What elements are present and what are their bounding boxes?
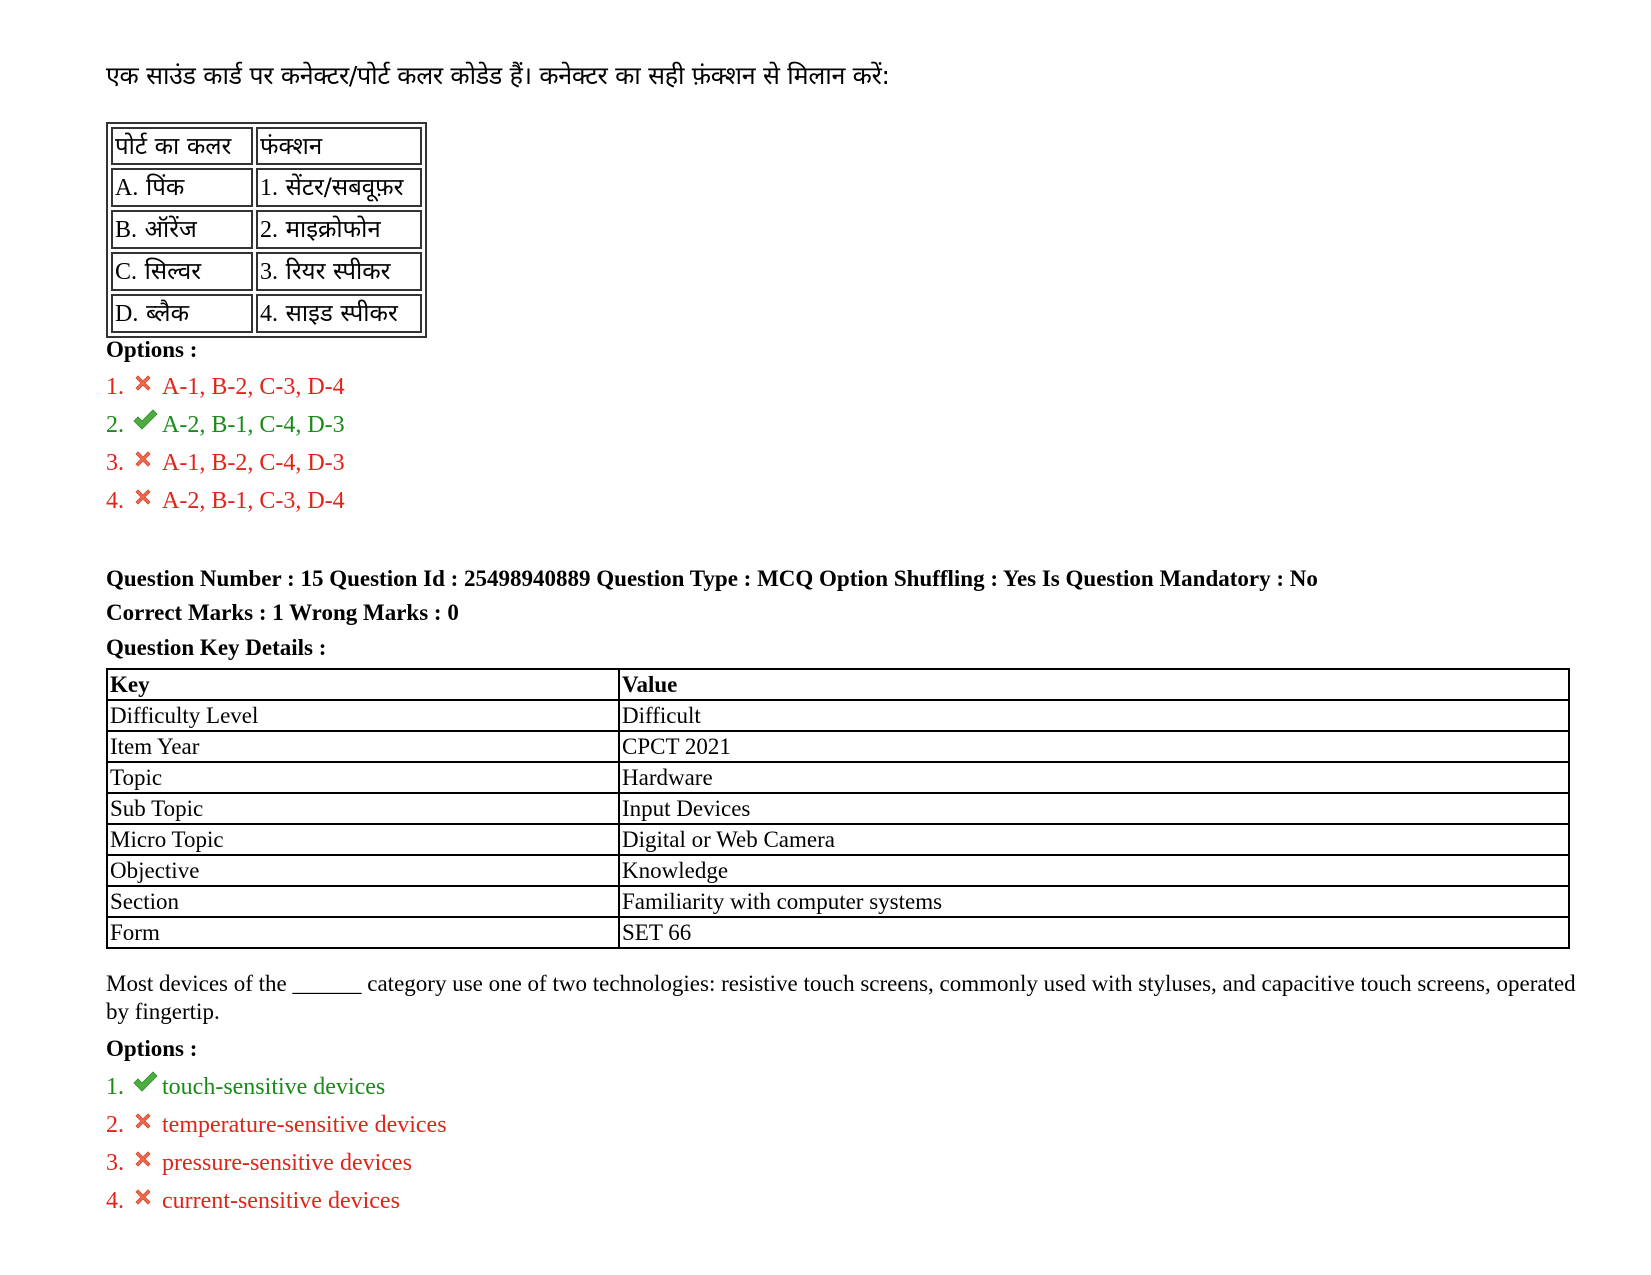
key-cell: Item Year xyxy=(107,731,619,762)
match-right-prefix: 4. xyxy=(260,301,278,327)
match-header-right: फंक्शन xyxy=(256,127,422,165)
prev-question-text: एक साउंड कार्ड पर कनेक्टर/पोर्ट कलर कोडेड हैं। कनेक्टर का सही फ़ंक्शन से मिलान करें: xyxy=(106,61,890,90)
match-right-value: साइड स्पीकर xyxy=(285,299,398,327)
option-item[interactable] xyxy=(106,368,345,406)
key-header: Key xyxy=(107,669,619,700)
value-cell: Familiarity with computer systems xyxy=(619,886,1569,917)
cross-icon xyxy=(132,368,158,394)
table-row xyxy=(107,793,1569,824)
match-left-cell xyxy=(111,252,253,291)
option-number: 4. xyxy=(106,488,124,514)
prev-options-label: Options : xyxy=(106,337,198,362)
match-left-prefix: D. xyxy=(115,301,139,327)
key-cell: Difficulty Level xyxy=(107,700,619,731)
key-cell: Topic xyxy=(107,762,619,793)
option-text: temperature-sensitive devices xyxy=(162,1112,447,1138)
option-item[interactable] xyxy=(106,482,345,520)
match-table-row xyxy=(111,168,422,207)
check-icon xyxy=(132,406,158,432)
cross-icon xyxy=(132,1144,158,1170)
option-text: A-1, B-2, C-4, D-3 xyxy=(162,450,345,476)
value-cell: Difficult xyxy=(619,700,1569,731)
option-text: A-2, B-1, C-4, D-3 xyxy=(162,412,345,438)
value-header: Value xyxy=(619,669,1569,700)
key-cell: Sub Topic xyxy=(107,793,619,824)
match-left-value: ऑरेंज xyxy=(144,215,197,243)
match-right-prefix: 2. xyxy=(260,217,278,243)
option-text: A-2, B-1, C-3, D-4 xyxy=(162,488,345,514)
cross-icon xyxy=(132,1182,158,1208)
value-cell: SET 66 xyxy=(619,917,1569,948)
table-row xyxy=(107,824,1569,855)
match-left-prefix: B. xyxy=(115,217,138,243)
match-table-row xyxy=(111,294,422,333)
value-cell: Digital or Web Camera xyxy=(619,824,1569,855)
check-icon xyxy=(132,1068,158,1094)
cross-icon xyxy=(132,444,158,470)
option-number: 1. xyxy=(106,374,124,400)
match-left-cell xyxy=(111,210,253,249)
match-left-prefix: C. xyxy=(115,259,138,285)
match-right-cell xyxy=(256,168,422,207)
option-number: 3. xyxy=(106,1150,124,1176)
match-right-value: रियर स्पीकर xyxy=(285,257,391,285)
table-row xyxy=(107,886,1569,917)
option-number: 2. xyxy=(106,412,124,438)
options-list xyxy=(106,1068,447,1220)
option-item[interactable] xyxy=(106,1068,447,1106)
option-item[interactable] xyxy=(106,1144,447,1182)
options-label: Options : xyxy=(106,1036,198,1061)
match-table-row xyxy=(111,252,422,291)
option-text: touch-sensitive devices xyxy=(162,1074,386,1100)
question-meta-line1: Question Number : 15 Question Id : 25498940889 Question Type : MCQ Option Shuffling : Yes Is Question Mandatory : No xyxy=(106,566,1318,591)
option-number: 3. xyxy=(106,450,124,476)
match-right-prefix: 3. xyxy=(260,259,278,285)
match-header-left: पोर्ट का कलर xyxy=(111,127,253,165)
match-right-value: माइक्रोफोन xyxy=(285,215,381,243)
key-cell: Section xyxy=(107,886,619,917)
match-right-cell xyxy=(256,252,422,291)
match-right-cell xyxy=(256,210,422,249)
key-cell: Objective xyxy=(107,855,619,886)
question-meta-line2: Correct Marks : 1 Wrong Marks : 0 xyxy=(106,600,459,625)
option-number: 1. xyxy=(106,1074,124,1100)
key-table-header xyxy=(107,669,1569,700)
table-row xyxy=(107,917,1569,948)
match-left-cell xyxy=(111,168,253,207)
option-text: pressure-sensitive devices xyxy=(162,1150,412,1176)
match-left-prefix: A. xyxy=(115,175,139,201)
question-text: Most devices of the ______ category use one of two technologies: resistive touch screens, commonly used with styluses, and capacitive touch screens, operated by fingertip. xyxy=(106,971,1576,1024)
key-details-table xyxy=(106,668,1570,949)
table-row xyxy=(107,855,1569,886)
option-item[interactable] xyxy=(106,1106,447,1144)
match-right-value: सेंटर/सबवूफ़र xyxy=(285,173,404,201)
option-text: A-1, B-2, C-3, D-4 xyxy=(162,374,345,400)
match-left-cell xyxy=(111,294,253,333)
match-right-cell xyxy=(256,294,422,333)
match-left-value: ब्लैक xyxy=(145,299,190,327)
match-right-prefix: 1. xyxy=(260,175,278,201)
value-cell: Knowledge xyxy=(619,855,1569,886)
value-cell: Input Devices xyxy=(619,793,1569,824)
match-left-value: पिंक xyxy=(145,173,185,201)
value-cell: Hardware xyxy=(619,762,1569,793)
option-number: 4. xyxy=(106,1188,124,1214)
option-item[interactable] xyxy=(106,444,345,482)
prev-options-list xyxy=(106,368,345,520)
key-cell: Micro Topic xyxy=(107,824,619,855)
match-table-header xyxy=(111,127,422,165)
match-table-row xyxy=(111,210,422,249)
table-row xyxy=(107,731,1569,762)
option-item[interactable] xyxy=(106,1182,447,1220)
option-item[interactable] xyxy=(106,406,345,444)
table-row xyxy=(107,762,1569,793)
key-cell: Form xyxy=(107,917,619,948)
match-left-value: सिल्वर xyxy=(144,257,202,285)
key-details-label: Question Key Details : xyxy=(106,635,327,660)
option-text: current-sensitive devices xyxy=(162,1188,400,1214)
table-row xyxy=(107,700,1569,731)
cross-icon xyxy=(132,1106,158,1132)
value-cell: CPCT 2021 xyxy=(619,731,1569,762)
option-number: 2. xyxy=(106,1112,124,1138)
cross-icon xyxy=(132,482,158,508)
match-table xyxy=(106,122,427,338)
